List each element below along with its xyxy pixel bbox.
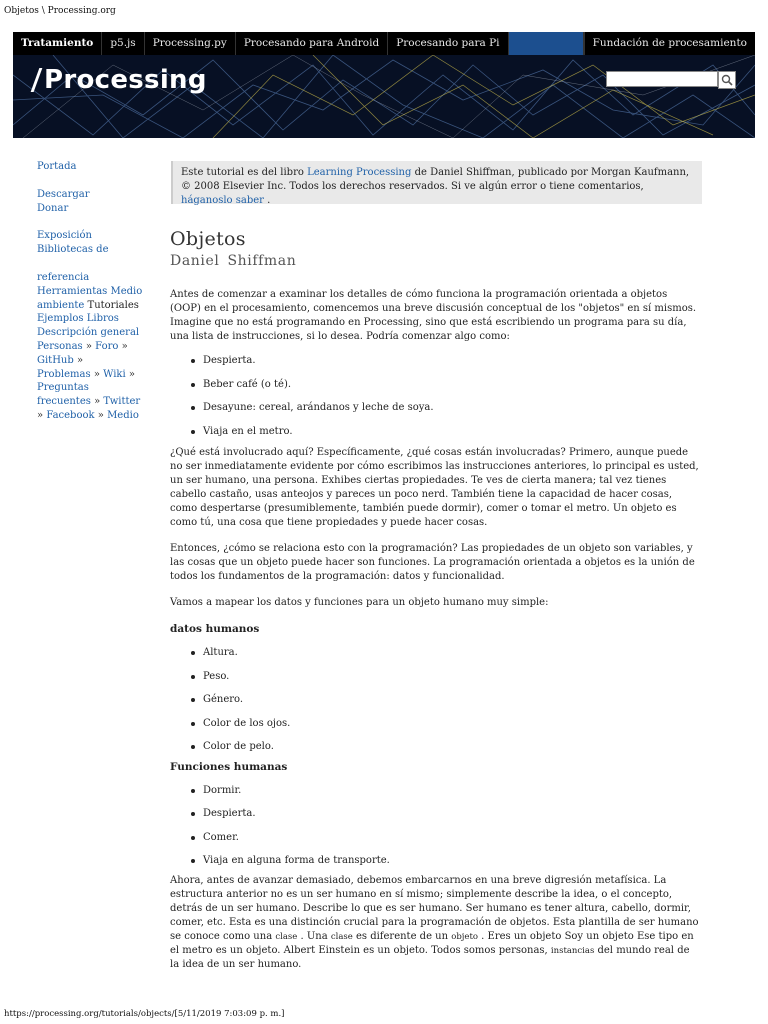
book-notice	[171, 161, 702, 204]
sidebar-item-personas[interactable]: Personas	[37, 340, 83, 352]
section-heading-funciones: Funciones humanas	[170, 760, 288, 773]
list-item: Beber café (o té).	[170, 378, 700, 402]
nav-p5js[interactable]: p5.js	[102, 32, 144, 55]
list-item: Altura.	[170, 646, 700, 670]
list-item: Despierta.	[170, 354, 700, 378]
term-clase: clase	[330, 931, 353, 942]
separator: »	[37, 409, 44, 421]
processing-logo[interactable]	[35, 65, 207, 95]
notice-text: de Daniel Shiffman, publicado por Morgan Kaufmann, © 2008 Elsevier Inc. Todos los derechos reservados. Si ve algún error o tiene comentarios,	[181, 167, 690, 192]
search-box	[606, 71, 736, 89]
list-item: Despierta.	[170, 807, 700, 831]
sidebar-nav	[37, 160, 143, 423]
separator: »	[128, 368, 135, 380]
sidebar-item-portada[interactable]: Portada	[37, 161, 77, 172]
list-item: Viaja en alguna forma de transporte.	[170, 854, 700, 878]
list-item: Desayune: cereal, arándanos y leche de soya.	[170, 401, 700, 425]
sidebar-item-facebook[interactable]: Facebook	[46, 409, 95, 421]
paragraph: Antes de comenzar a examinar los detalles de cómo funciona la programación orientada a objetos (OOP) en el procesamiento, comencemos una breve discusión conceptual de los "objetos" en sí mismos. Imagine que no está programando en Processing, sino que está escribiendo un programa para su día, una lista de instrucciones, si lo desea. Podría comenzar algo como:	[170, 289, 697, 342]
sidebar-item-foro[interactable]: Foro	[95, 340, 119, 352]
sidebar-item-exposicion[interactable]: Exposición	[37, 230, 92, 242]
sidebar-item-donar[interactable]: Donar	[37, 202, 69, 214]
nav-foundation[interactable]: Fundación de procesamiento	[584, 32, 755, 55]
separator: »	[76, 354, 84, 366]
article-author: Daniel Shiffman	[170, 253, 297, 269]
sidebar-item-ejemplos[interactable]: Ejemplos	[37, 313, 84, 325]
text: . Eres un objeto Soy un objeto Ese tipo en el metro es un objeto. Albert Einstein es un objeto. Todos somos personas,	[170, 930, 694, 956]
list-item: Peso.	[170, 670, 700, 694]
nav-highlight	[509, 32, 584, 55]
notice-text: .	[263, 195, 271, 206]
section-heading-datos: datos humanos	[170, 623, 260, 635]
sidebar-item-descripcion[interactable]: Descripción general	[37, 327, 140, 339]
term-objeto: objeto	[451, 931, 478, 942]
sidebar-item-medio2[interactable]: Medio	[107, 409, 139, 421]
text: . Una	[297, 930, 331, 942]
search-button[interactable]	[718, 71, 736, 89]
sidebar-item-descargar[interactable]: Descargar	[37, 188, 90, 200]
sidebar-item-github[interactable]: GitHub	[37, 354, 74, 366]
list-item: Color de pelo.	[170, 740, 700, 764]
text: Ahora, antes de avanzar demasiado, debemos embarcarnos en una breve digresión metafísica. La estructura anterior no es un ser humano en sí mismo; simplemente describe la idea, o el concepto, detrás de un ser humano. Describe lo que es ser humano. Ser humano es tener altura, cabello, dormir, comer, etc. Esta es una distinción crucial para la programación de objetos. Esta plantilla de ser humano se conoce como una	[170, 874, 699, 942]
book-link[interactable]: Learning Processing	[307, 167, 412, 178]
sidebar-item-ambiente[interactable]: ambiente	[37, 299, 85, 311]
logo-text: Processing	[44, 65, 207, 95]
morning-list	[170, 354, 700, 448]
header-banner	[13, 55, 755, 138]
notice-text: Este tutorial es del libro	[181, 167, 308, 178]
top-navigation	[13, 32, 755, 55]
list-item: Color de los ojos.	[170, 717, 700, 741]
sidebar-item-herramientas[interactable]: Herramientas	[37, 285, 108, 297]
nav-processing-pi[interactable]: Procesando para Pi	[388, 32, 508, 55]
sidebar-item-medio[interactable]: Medio	[110, 285, 143, 297]
text: del mundo real de la idea de un ser humano.	[170, 944, 690, 970]
nav-processing[interactable]: Tratamiento	[13, 32, 102, 55]
human-data-list	[170, 646, 700, 764]
sidebar-item-bibliotecas[interactable]: Bibliotecas de	[37, 244, 109, 256]
page-title: Objetos	[170, 228, 246, 250]
sidebar-item-problemas[interactable]: Problemas	[37, 368, 91, 380]
print-footer: https://processing.org/tutorials/objects/[5/11/2019 7:03:09 p. m.]	[4, 1009, 285, 1019]
list-item: Viaja en el metro.	[170, 425, 700, 449]
sidebar-item-frecuentes[interactable]: frecuentes	[37, 396, 91, 408]
sidebar-item-twitter[interactable]: Twitter	[103, 396, 141, 408]
separator: »	[85, 340, 92, 352]
list-item: Dormir.	[170, 784, 700, 808]
paragraph	[170, 874, 700, 972]
separator: »	[97, 409, 104, 421]
sidebar-item-tutoriales: Tutoriales	[87, 299, 139, 311]
paragraph: Entonces, ¿cómo se relaciona esto con la programación? Las propiedades de un objeto son variables, y las cosas que un objeto puede hacer son funciones. La programación orientada a objetos es la unión de todos los fundamentos de la programación: datos y funcionalidad.	[170, 543, 695, 582]
human-functions-list	[170, 784, 700, 878]
nav-processing-android[interactable]: Procesando para Android	[236, 32, 388, 55]
sidebar-item-libros[interactable]: Libros	[86, 313, 119, 325]
paragraph: Vamos a mapear los datos y funciones para un objeto humano muy simple:	[170, 597, 549, 608]
list-item: Comer.	[170, 831, 700, 855]
separator: »	[121, 340, 128, 352]
term-instancias: instancias	[550, 945, 595, 956]
sidebar-item-preguntas[interactable]: Preguntas	[37, 382, 89, 394]
print-header: Objetos \ Processing.org	[4, 6, 116, 16]
list-item: Género.	[170, 693, 700, 717]
nav-processing-py[interactable]: Processing.py	[145, 32, 236, 55]
separator: »	[93, 368, 100, 380]
sidebar-item-referencia[interactable]: referencia	[37, 271, 90, 283]
separator: »	[94, 396, 101, 408]
article	[170, 228, 700, 972]
contact-link[interactable]: háganoslo saber	[181, 195, 264, 206]
text: es diferente de un	[352, 930, 452, 942]
search-icon	[721, 74, 733, 86]
paragraph: ¿Qué está involucrado aquí? Específicamente, ¿qué cosas están involucradas? Primero, aunque puede no ser inmediatamente evidente por cómo escribimos las instrucciones anteriores, lo principal es usted, un ser humano, una persona. Exhibes ciertas propiedades. Te ves de cierta manera; tal vez tienes cabello castaño, usas anteojos y pareces un poco nerd. También tiene la capacidad de hacer cosas, como despertarse (presumiblemente, también puede dormir), comer o tomar el metro. Un objeto es como tú, una cosa que tiene propiedades y puede hacer cosas.	[170, 447, 699, 528]
search-input[interactable]	[606, 71, 718, 87]
term-clase: clase	[275, 931, 298, 942]
sidebar-item-wiki[interactable]: Wiki	[103, 368, 126, 380]
